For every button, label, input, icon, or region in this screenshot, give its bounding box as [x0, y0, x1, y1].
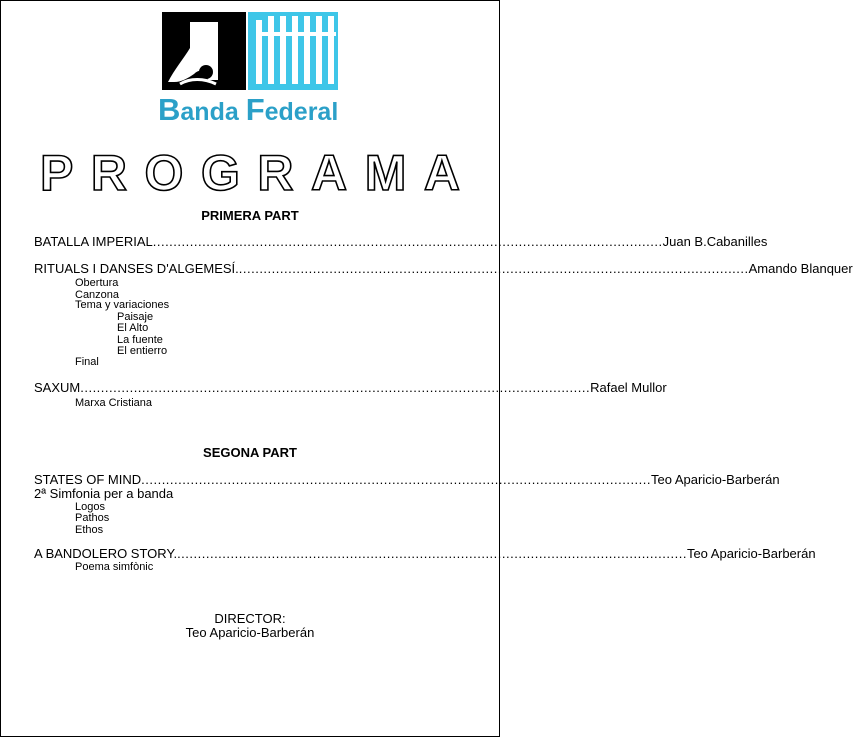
program-item-saxum: SAXUM ............................................................................................................................ Rafael Mullor — [34, 380, 667, 395]
programa-title — [30, 145, 470, 201]
states-subtitle: 2ª Simfonia per a banda — [34, 486, 174, 501]
variation-la-fuente: La fuente — [117, 334, 163, 346]
movement-tema: Tema y variaciones — [75, 299, 170, 311]
primera-part-heading: PRIMERA PART — [201, 208, 299, 223]
director-label: DIRECTOR: — [214, 611, 286, 626]
segona-part-heading: SEGONA PART — [203, 445, 297, 460]
logo-wordmark: Banda Federal — [158, 92, 339, 127]
bandolero-subtitle: Poema simfònic — [75, 561, 154, 573]
program-item-states-of-mind: STATES OF MIND ............................................................................................................................ Teo Aparicio-Barberán — [34, 472, 780, 487]
movement-ethos: Ethos — [75, 524, 104, 536]
director-name: Teo Aparicio-Barberán — [185, 625, 315, 640]
program-item-bandolero: A BANDOLERO STORY. ............................................................................................................................ Teo Aparicio-Barberán — [34, 546, 816, 561]
movement-final: Final — [75, 356, 99, 368]
movement-canzona: Canzona — [75, 289, 120, 301]
variation-el-alto: El Alto — [117, 322, 149, 334]
program-item-rituals: RITUALS I DANSES D'ALGEMESÍ. ............................................................................................................................ Amando Blanquer — [34, 261, 853, 276]
movement-logos: Logos — [75, 501, 105, 513]
variation-el-entierro: El entierro — [117, 345, 168, 357]
saxum-subtitle: Marxa Cristiana — [75, 397, 153, 409]
movement-pathos: Pathos — [75, 512, 110, 524]
svg-text:PROGRAMA: PROGRAMA — [40, 145, 460, 201]
movement-obertura: Obertura — [75, 277, 119, 289]
program-item-batalla: BATALLA IMPERIAL ............................................................................................................................ Juan B.Cabanilles — [34, 234, 768, 249]
variation-paisaje: Paisaje — [117, 311, 154, 323]
